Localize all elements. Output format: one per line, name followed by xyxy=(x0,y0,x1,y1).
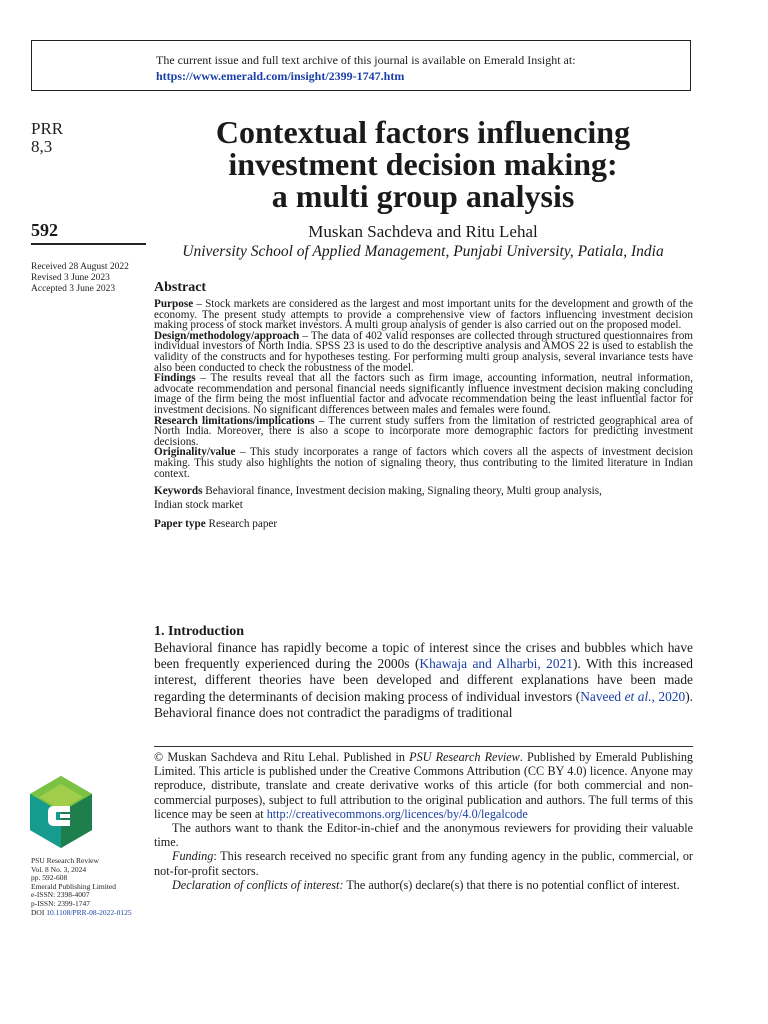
originality-text: – This study incorporates a range of factors which covers all the aspects of investment decision making. This study also highlights the notion of signaling theory, thus contributing to the limited literature in Indian context. xyxy=(154,446,693,480)
journal-url-link[interactable]: https://www.emerald.com/insight/2399-1747.htm xyxy=(156,69,405,83)
limitations-text: – The current study suffers from the limitation of restricted geographical area of North India. Moreover, there is also a scope to incorporate more demographic factors for predicting investment decisions. xyxy=(154,414,693,448)
findings-text: – The results reveal that all the factors such as firm image, accounting information, neutral information, advocate recommendation and personal financial needs significantly influence investment decision making concluding image of the firm being the most influential factor and advocate recommendation being the least influential factor for investment decisions. No significant differences between males and females were found. xyxy=(154,372,693,416)
abstract-section xyxy=(154,280,693,531)
logo-hexagon-icon xyxy=(30,776,92,848)
introduction-heading: 1. Introduction xyxy=(154,624,244,639)
intro-text-a: Behavioral finance has rapidly become a topic of interest since the crises and bubbles which have been frequently experienced during the 2000s ( xyxy=(154,640,693,672)
pub-publisher: Emerald Publishing Limited xyxy=(31,881,116,891)
licence-link[interactable]: http://creativecommons.org/licences/by/4.0/legalcode xyxy=(266,806,528,821)
acknowledgement: The authors want to thank the Editor-in-chief and the anonymous reviewers for providing their valuable time. xyxy=(154,821,693,850)
pub-volume: Vol. 8 No. 3, 2024 xyxy=(31,864,87,874)
cite2-author: Naveed xyxy=(580,688,625,704)
limitations-label: Research limitations/implications xyxy=(154,414,315,427)
journal-abbreviation: PRR xyxy=(31,119,64,138)
pub-doi xyxy=(31,909,132,918)
page-number-rule xyxy=(31,243,146,245)
article-title xyxy=(150,116,696,212)
cite2-etal: et al. xyxy=(624,688,652,704)
received-date: Received 28 August 2022 xyxy=(31,262,129,272)
conflict-declaration xyxy=(154,878,693,892)
volume-issue: 8,3 xyxy=(31,137,53,156)
introduction-paragraph xyxy=(154,640,693,721)
intro-text-c: ). Behavioral finance does not contradict the paradigms of traditional xyxy=(154,688,693,720)
design-text: – The data of 402 valid responses are collected through structured questionnaires from individual investors of North India. SPSS 23 is used to do the descriptive analysis and AMOS 22 is used to establish the validity of the constructs and for hypotheses testing. For performing multi group analysis, several invariance tests have also been conducted to check the robustness of the model. xyxy=(154,329,693,374)
cite2-year: , 2020 xyxy=(651,688,686,704)
keywords-line-2: Indian stock market xyxy=(154,499,243,512)
margin-journal-info xyxy=(31,120,149,156)
pub-journal: PSU Research Review xyxy=(31,856,99,865)
title-line-2: investment decision making: xyxy=(228,146,618,182)
design-label: Design/methodology/approach xyxy=(154,329,300,342)
psu-research-review-logo-icon xyxy=(30,776,92,848)
paper-type-value: Research paper xyxy=(205,518,278,531)
citation-khawaja-link[interactable]: Khawaja and Alharbi, 2021 xyxy=(419,656,573,672)
declaration-label: Declaration of conflicts of interest: xyxy=(172,877,344,892)
abstract-originality xyxy=(154,447,693,479)
title-line-3: a multi group analysis xyxy=(271,178,575,214)
accepted-date: Accepted 3 June 2023 xyxy=(31,284,116,294)
funding-label: Funding xyxy=(172,849,214,864)
originality-label: Originality/value xyxy=(154,446,236,459)
introduction-section xyxy=(154,624,693,721)
keywords xyxy=(154,484,693,512)
keywords-label: Keywords xyxy=(154,485,203,498)
article-dates xyxy=(31,262,129,295)
abstract-limitations xyxy=(154,416,693,448)
intro-text-b: ). With this increased interest, different theories have been developed and different explanations have been made regarding the determinants of decision making process of individual investors ( xyxy=(154,656,694,704)
copyright-journal: PSU Research Review xyxy=(409,750,520,764)
declaration-text: The author(s) declare(s) that there is no potential conflict of interest. xyxy=(343,877,680,892)
findings-label: Findings xyxy=(154,372,196,385)
authors: Muskan Sachdeva and Ritu Lehal xyxy=(308,222,538,241)
copyright-text-a: © Muskan Sachdeva and Ritu Lehal. Published in xyxy=(154,750,410,764)
pub-pissn: p-ISSN: 2399-1747 xyxy=(31,898,90,908)
abstract-design xyxy=(154,331,693,373)
funding-note xyxy=(154,849,693,877)
publication-info xyxy=(31,857,132,917)
copyright-text-b: . Published by Emerald Publishing Limited. This article is published under the Creative Commons Attribution (CC BY 4.0) licence. Anyone may reproduce, distribute, translate and create derivative works of this article (for both commercial and non-commercial purposes), subject to full attribution to the original publication and authors. The full terms of this licence may be seen at xyxy=(154,750,694,821)
footnote-rule xyxy=(154,746,693,747)
doi-link[interactable]: 10.1108/PRR-08-2022-0125 xyxy=(46,907,132,917)
revised-date: Revised 3 June 2023 xyxy=(31,273,110,283)
title-line-1: Contextual factors influencing xyxy=(215,114,631,150)
purpose-text: – Stock markets are considered as the largest and most important units for the development and growth of the economy. The present study attempts to provide a comprehensive view of factors influencing investment decision making process of stock market investors. A multi group analysis of gender is also carried out on the proposed model. xyxy=(154,298,693,332)
pub-eissn: e-ISSN: 2398-4007 xyxy=(31,890,90,900)
footnotes-section xyxy=(154,750,693,892)
abstract-purpose xyxy=(154,299,693,331)
abstract-findings xyxy=(154,373,693,415)
citation-naveed-link[interactable] xyxy=(580,689,685,704)
purpose-label: Purpose xyxy=(154,298,194,310)
affiliation: University School of Applied Management, Punjabi University, Patiala, India xyxy=(182,243,664,260)
copyright-notice xyxy=(154,750,693,821)
doi-label: DOI xyxy=(31,907,47,917)
pub-pages: pp. 592-608 xyxy=(31,873,68,883)
journal-notice-text: The current issue and full text archive of this journal is available on Emerald Insight at: xyxy=(156,53,576,67)
abstract-heading: Abstract xyxy=(154,280,207,295)
page-number: 592 xyxy=(31,220,58,240)
paper-type xyxy=(154,517,693,531)
keywords-line-1: Behavioral finance, Investment decision making, Signaling theory, Multi group analysis, xyxy=(202,485,602,498)
journal-notice-box xyxy=(31,40,691,91)
funding-text: : This research received no specific grant from any funding agency in the public, commercial, or not-for-profit sectors. xyxy=(154,849,693,878)
paper-type-label: Paper type xyxy=(154,518,206,531)
